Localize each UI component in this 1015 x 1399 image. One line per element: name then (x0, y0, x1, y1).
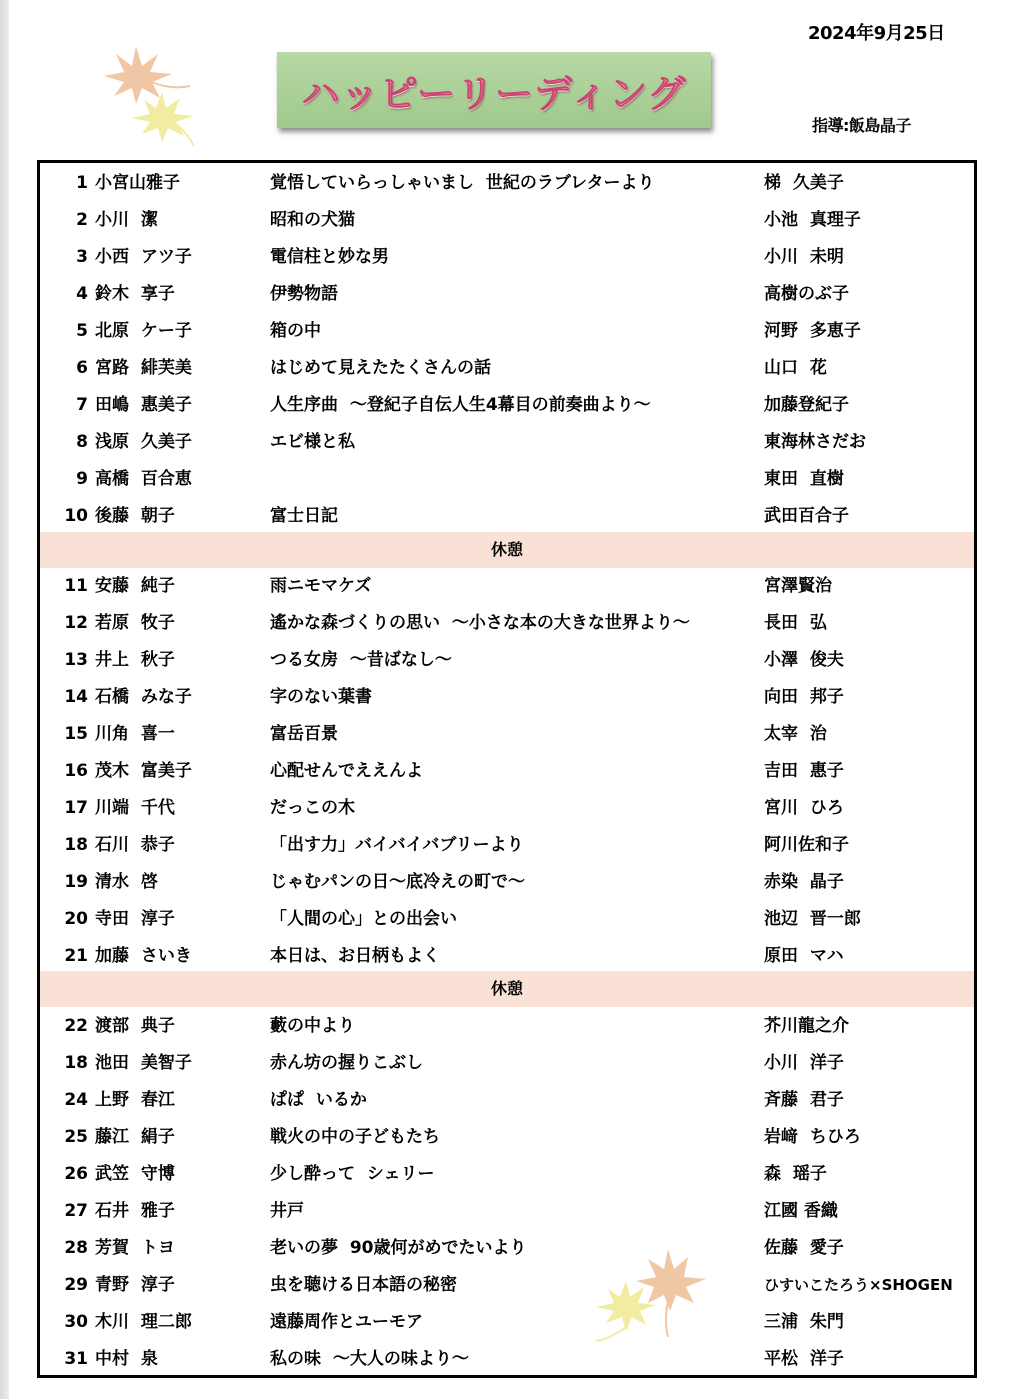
row-number: 29 (64, 1275, 88, 1295)
work-title: 字のない葉書 (270, 687, 372, 707)
reader-name: 浅原 久美子 (95, 432, 192, 452)
author-name: 阿川佐和子 (764, 835, 849, 855)
table-row (40, 461, 974, 498)
row-number: 18 (64, 1053, 88, 1073)
work-title: 富士日記 (270, 506, 338, 526)
author-name: 平松 洋子 (764, 1349, 844, 1369)
reader-name: 石井 雅子 (95, 1201, 175, 1221)
author-name: 小澤 俊夫 (764, 650, 844, 670)
table-row (40, 901, 974, 938)
reader-name: 芳賀 トヨ (95, 1238, 175, 1258)
table-row (40, 864, 974, 901)
row-number: 11 (64, 576, 88, 596)
author-name: 山口 花 (764, 358, 827, 378)
reader-name: 石川 恭子 (95, 835, 175, 855)
table-row (40, 276, 974, 313)
reader-name: 後藤 朝子 (95, 506, 175, 526)
author-name: 江國 香織 (764, 1201, 838, 1221)
reader-name: 井上 秋子 (95, 650, 175, 670)
row-number: 26 (64, 1164, 88, 1184)
author-name: 芥川龍之介 (764, 1016, 849, 1036)
table-row (40, 568, 974, 605)
row-number: 17 (64, 798, 88, 818)
reader-name: 若原 牧子 (95, 613, 175, 633)
author-name: 斉藤 君子 (764, 1090, 844, 1110)
author-name: 吉田 惠子 (764, 761, 844, 781)
author-name: 東田 直樹 (764, 469, 844, 489)
work-title: 私の味 ～大人の味より～ (270, 1349, 469, 1369)
row-number: 19 (64, 872, 88, 892)
break-row: 休憩 (40, 971, 974, 1007)
work-title: 雨ニモマケズ (270, 576, 372, 596)
reader-name: 川角 喜一 (95, 724, 175, 744)
table-row (40, 313, 974, 350)
work-title: 伊勢物語 (270, 284, 338, 304)
author-name: ひすいこたろう×SHOGEN (764, 1276, 953, 1294)
table-row (40, 1008, 974, 1045)
author-name: 宮川 ひろ (764, 798, 844, 818)
table-row (40, 1082, 974, 1119)
author-name: 森 瑶子 (764, 1164, 827, 1184)
row-number: 22 (64, 1016, 88, 1036)
work-title: 少し酔って シェリー (270, 1164, 435, 1184)
work-title: 覚悟していらっしゃいまし 世紀のラブレターより (270, 173, 655, 193)
instructor-label: 指導:飯島晶子 (812, 116, 911, 135)
author-name: 向田 邦子 (764, 687, 844, 707)
page-title: ハッピーリーディング (301, 71, 687, 116)
table-row (40, 827, 974, 864)
reader-name: 池田 美智子 (95, 1053, 192, 1073)
author-name: 加藤登紀子 (764, 395, 849, 415)
work-title: 箱の中 (270, 321, 321, 341)
row-number: 12 (64, 613, 88, 633)
table-row (40, 1267, 974, 1304)
table-row (40, 350, 974, 387)
reader-name: 宮路 緋芙美 (95, 358, 192, 378)
break-row: 休憩 (40, 532, 974, 568)
row-number: 3 (76, 247, 88, 267)
reader-name: 渡部 典子 (95, 1016, 175, 1036)
table-row (40, 1045, 974, 1082)
work-title: つる女房 ～昔ばなし～ (270, 650, 452, 670)
table-row (40, 1156, 974, 1193)
author-name: 三浦 朱門 (764, 1312, 844, 1332)
author-name: 梯 久美子 (764, 173, 844, 193)
work-title: 昭和の犬猫 (270, 210, 355, 230)
reader-name: 田嶋 惠美子 (95, 395, 192, 415)
row-number: 9 (76, 469, 88, 489)
work-title: 虫を聴ける日本語の秘密 (270, 1275, 457, 1295)
table-row (40, 239, 974, 276)
reader-name: 加藤 さいき (95, 946, 192, 966)
reader-name: 寺田 淳子 (95, 909, 175, 929)
work-title: 電信柱と妙な男 (270, 247, 389, 267)
author-name: 長田 弘 (764, 613, 827, 633)
row-number: 6 (76, 358, 88, 378)
table-row (40, 498, 974, 535)
table-row (40, 679, 974, 716)
author-name: 宮澤賢治 (764, 576, 832, 596)
program-table (37, 160, 977, 1378)
reader-name: 茂木 富美子 (95, 761, 192, 781)
author-name: 東海林さだお (764, 432, 866, 452)
reader-name: 小西 アツ子 (95, 247, 192, 267)
work-title: 赤ん坊の握りこぶし (270, 1053, 423, 1073)
row-number: 5 (76, 321, 88, 341)
work-title: 「出す力」バイバイバブリーより (270, 835, 524, 855)
table-row (40, 424, 974, 461)
row-number: 30 (64, 1312, 88, 1332)
table-row (40, 1119, 974, 1156)
work-title: 藪の中より (270, 1016, 355, 1036)
reader-name: 小川 潔 (95, 210, 158, 230)
reader-name: 北原 ケー子 (95, 321, 192, 341)
table-row (40, 1230, 974, 1267)
reader-name: 石橋 みな子 (95, 687, 192, 707)
maple-leaves-icon (590, 1245, 710, 1345)
title-banner (277, 52, 711, 128)
reader-name: 清水 啓 (95, 872, 158, 892)
work-title: だっこの木 (270, 798, 355, 818)
row-number: 25 (64, 1127, 88, 1147)
event-date: 2024年9月25日 (808, 23, 945, 44)
author-name: 池辺 晋一郎 (764, 909, 861, 929)
work-title: 人生序曲 ～登紀子自伝人生4幕目の前奏曲より～ (270, 395, 651, 415)
author-name: 太宰 治 (764, 724, 827, 744)
reader-name: 上野 春江 (95, 1090, 175, 1110)
reader-name: 高橋 百合恵 (95, 469, 192, 489)
table-row (40, 605, 974, 642)
author-name: 小川 洋子 (764, 1053, 844, 1073)
row-number: 18 (64, 835, 88, 855)
page-gutter (0, 0, 9, 1399)
author-name: 小池 真理子 (764, 210, 861, 230)
reader-name: 藤江 絹子 (95, 1127, 175, 1147)
row-number: 7 (76, 395, 88, 415)
reader-name: 武笠 守博 (95, 1164, 175, 1184)
row-number: 20 (64, 909, 88, 929)
row-number: 31 (64, 1349, 88, 1369)
author-name: 河野 多恵子 (764, 321, 861, 341)
reader-name: 小宮山雅子 (95, 173, 180, 193)
row-number: 2 (76, 210, 88, 230)
row-number: 13 (64, 650, 88, 670)
row-number: 1 (76, 173, 88, 193)
work-title: 「人間の心」との出会い (270, 909, 457, 929)
reader-name: 木川 理二郎 (95, 1312, 192, 1332)
table-row (40, 716, 974, 753)
work-title: 遙かな森づくりの思い ～小さな本の大きな世界より～ (270, 613, 690, 633)
work-title: 本日は、お日柄もよく (270, 946, 440, 966)
reader-name: 川端 千代 (95, 798, 175, 818)
author-name: 赤染 晶子 (764, 872, 844, 892)
reader-name: 中村 泉 (95, 1349, 158, 1369)
table-row (40, 202, 974, 239)
row-number: 8 (76, 432, 88, 452)
author-name: 小川 未明 (764, 247, 844, 267)
table-row (40, 1341, 974, 1378)
row-number: 28 (64, 1238, 88, 1258)
row-number: 21 (64, 946, 88, 966)
reader-name: 青野 淳子 (95, 1275, 175, 1295)
author-name: 岩﨑 ちひろ (764, 1127, 861, 1147)
row-number: 10 (64, 506, 88, 526)
table-row (40, 753, 974, 790)
row-number: 24 (64, 1090, 88, 1110)
table-row (40, 938, 974, 975)
author-name: 原田 マハ (764, 946, 844, 966)
work-title: 富岳百景 (270, 724, 338, 744)
work-title: 戦火の中の子どもたち (270, 1127, 440, 1147)
table-row (40, 1304, 974, 1341)
author-name: 佐藤 愛子 (764, 1238, 844, 1258)
work-title: 心配せんでええんよ (270, 761, 423, 781)
work-title: 遠藤周作とユーモア (270, 1312, 423, 1332)
work-title: はじめて見えたたくさんの話 (270, 358, 491, 378)
table-row (40, 1193, 974, 1230)
work-title: エビ様と私 (270, 432, 355, 452)
row-number: 16 (64, 761, 88, 781)
work-title: じゃむパンの日～底冷えの町で～ (270, 872, 525, 892)
author-name: 武田百合子 (764, 506, 849, 526)
table-row (40, 790, 974, 827)
author-name: 高樹のぶ子 (764, 284, 849, 304)
reader-name: 鈴木 享子 (95, 284, 175, 304)
table-row (40, 387, 974, 424)
row-number: 14 (64, 687, 88, 707)
row-number: 15 (64, 724, 88, 744)
table-row (40, 642, 974, 679)
table-row (40, 165, 974, 202)
work-title: 井戸 (270, 1201, 304, 1221)
row-number: 4 (76, 284, 88, 304)
work-title: 老いの夢 90歳何がめでたいより (270, 1238, 527, 1258)
row-number: 27 (64, 1201, 88, 1221)
work-title: ぱぱ いるか (270, 1090, 367, 1110)
maple-leaves-icon (98, 42, 208, 148)
reader-name: 安藤 純子 (95, 576, 175, 596)
